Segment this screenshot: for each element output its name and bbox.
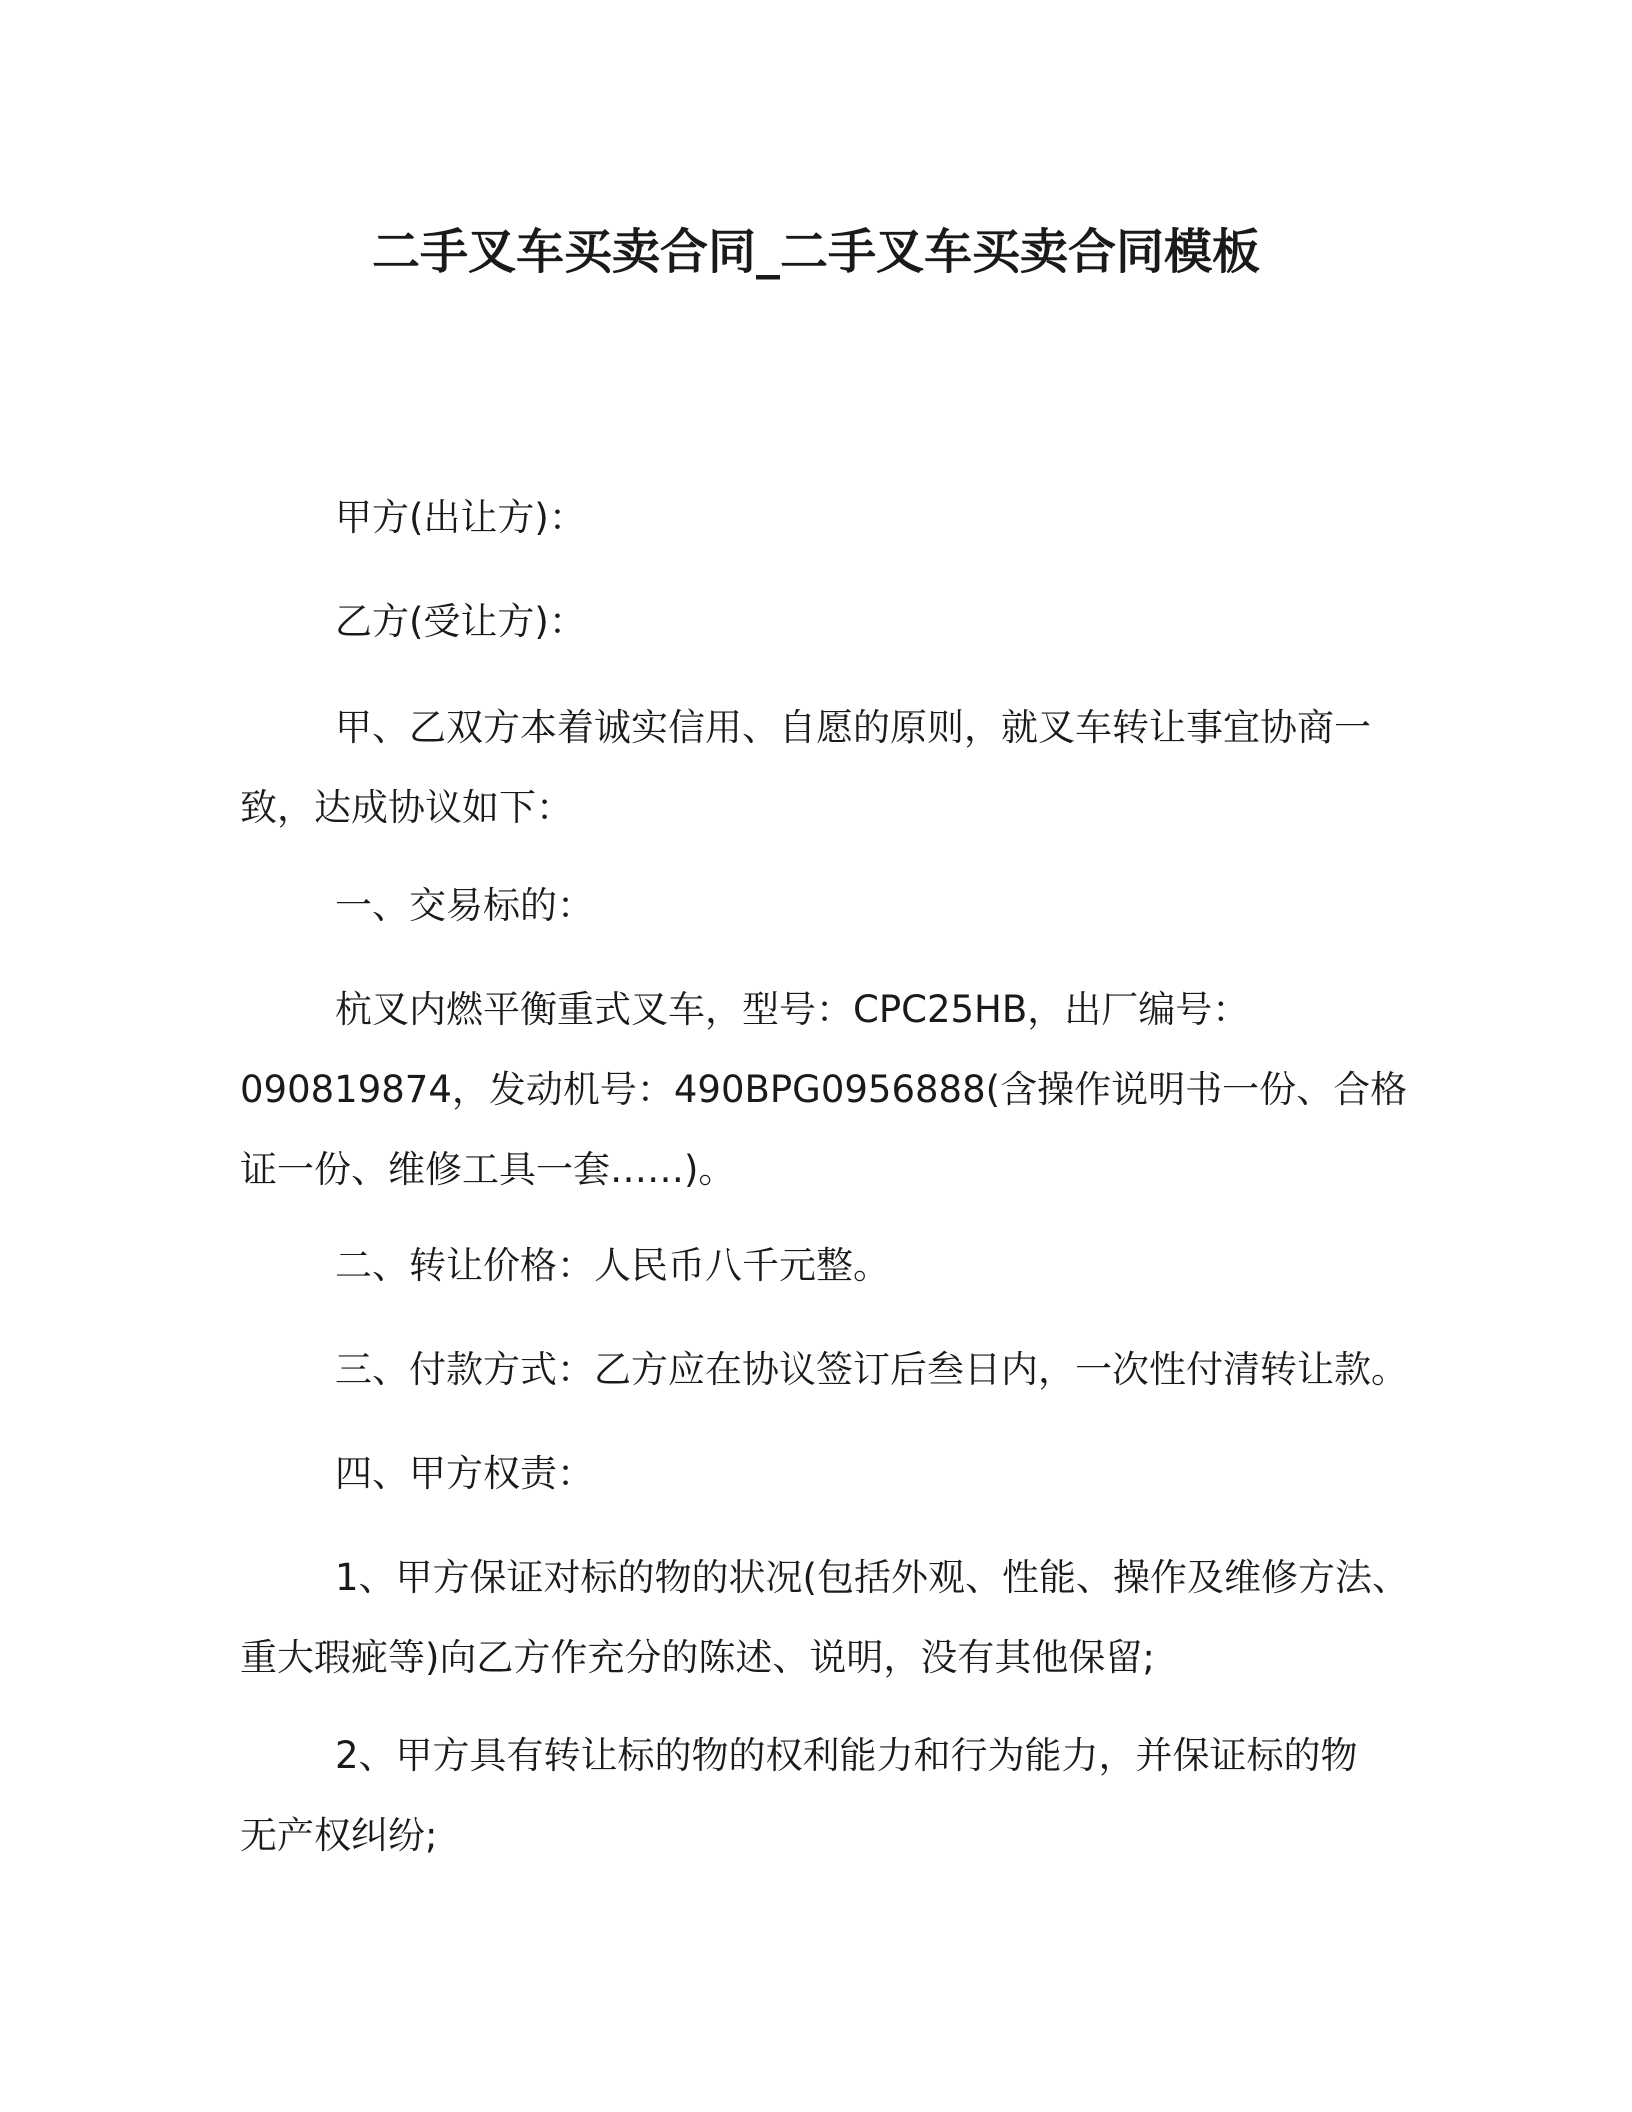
clause-1-paragraph xyxy=(240,1538,1409,1698)
intro-line-2: 致，达成协议如下： xyxy=(240,786,573,829)
section-3-payment-text: 三、付款方式：乙方应在协议签订后叁日内，一次性付清转让款。 xyxy=(335,1348,1408,1391)
clause-1-line-1: 1、甲方保证对标的物的状况(包括外观、性能、操作及维修方法、 xyxy=(335,1556,1409,1599)
section-2-price-text: 二、转让价格：人民币八千元整。 xyxy=(335,1244,890,1287)
forklift-details-line-3: 证一份、维修工具一套……)。 xyxy=(240,1148,736,1191)
clause-2-line-2: 无产权纠纷; xyxy=(240,1814,438,1857)
party-a-text: 甲方(出让方)： xyxy=(335,496,586,539)
clause-1-line-2: 重大瑕疵等)向乙方作充分的陈述、说明，没有其他保留; xyxy=(240,1636,1155,1679)
section-4-heading-text: 四、甲方权责： xyxy=(335,1452,594,1495)
section-2-price xyxy=(240,1226,1400,1306)
section-1-heading-text: 一、交易标的： xyxy=(335,884,594,927)
intro-line-1: 甲、乙双方本着诚实信用、自愿的原则，就叉车转让事宜协商一 xyxy=(335,706,1371,749)
intro-paragraph xyxy=(240,688,1400,848)
party-b-text: 乙方(受让方)： xyxy=(335,600,586,643)
forklift-details-line-1: 杭叉内燃平衡重式叉车，型号：CPC25HB，出厂编号： xyxy=(335,988,1250,1031)
section-3-payment xyxy=(240,1330,1408,1410)
party-a-line xyxy=(240,478,1400,558)
forklift-details-line-2: 090819874，发动机号：490BPG0956888(含操作说明书一份、合格 xyxy=(240,1068,1408,1111)
section-4-heading xyxy=(240,1434,1400,1514)
clause-2-paragraph xyxy=(240,1716,1400,1876)
clause-2-line-1: 2、甲方具有转让标的物的权利能力和行为能力，并保证标的物 xyxy=(335,1734,1358,1777)
forklift-details-paragraph xyxy=(240,970,1408,1210)
document-title: 二手叉车买卖合同_二手叉车买卖合同模板 xyxy=(371,224,1260,280)
section-1-heading xyxy=(240,866,1400,946)
party-b-line xyxy=(240,582,1400,662)
